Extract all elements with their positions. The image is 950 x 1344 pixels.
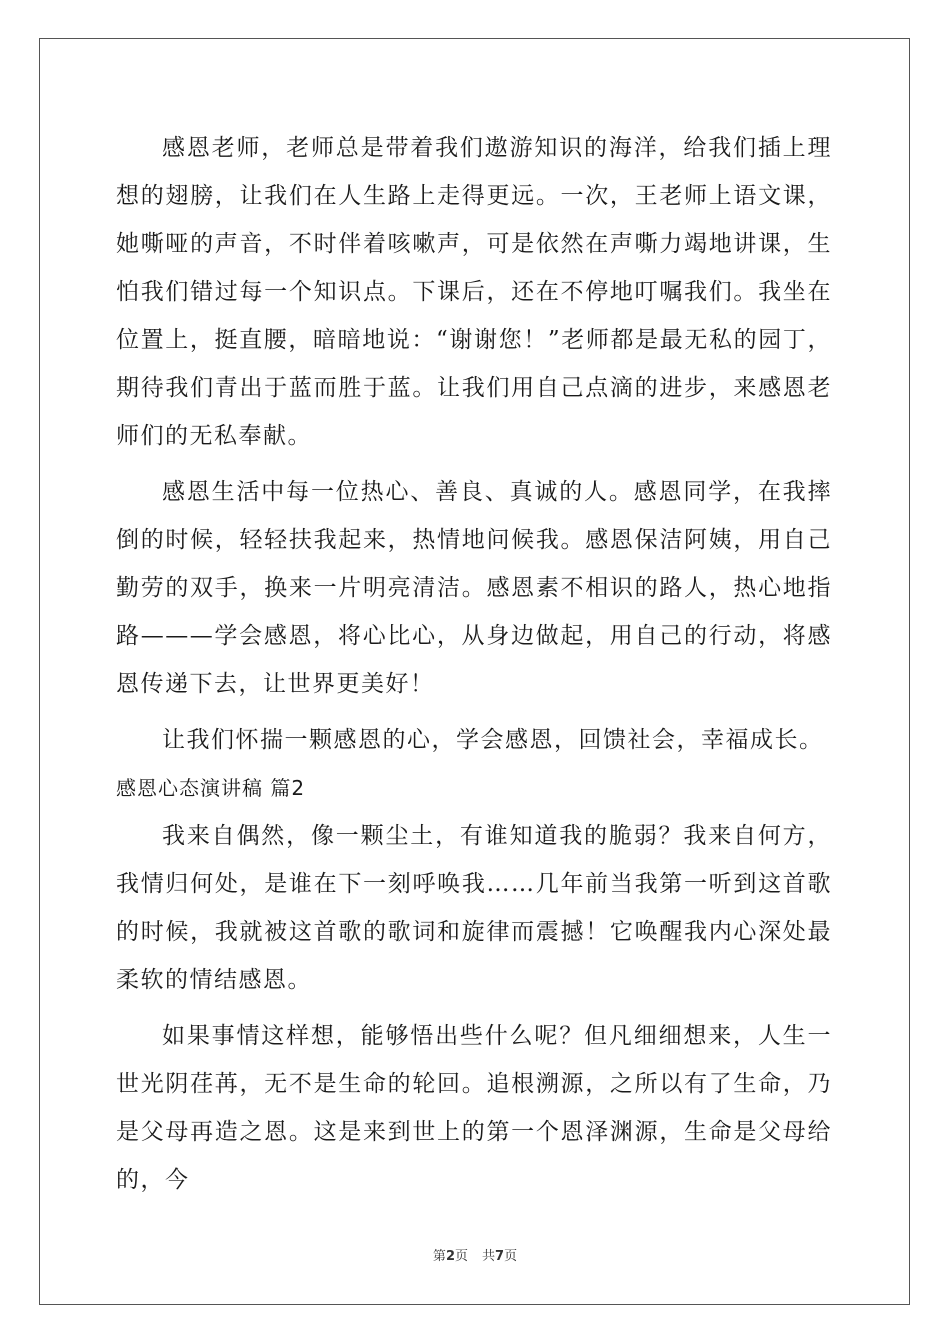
- page-suffix: 页: [454, 1249, 468, 1264]
- total-prefix: 共: [482, 1249, 496, 1264]
- total-suffix: 页: [504, 1249, 518, 1264]
- paragraph-thank-people: 感恩生活中每一位热心、善良、真诚的人。感恩同学，在我摔倒的时候，轻轻扶我起来，热情地问候我。感恩保洁阿姨，用自己勤劳的双手，换来一片明亮清洁。感恩素不相识的路人，热心地指路———学会感恩，将心比心，从身边做起，用自己的行动，将感恩传递下去，让世界更美好！: [116, 479, 832, 697]
- paragraph-closing: 让我们怀揣一颗感恩的心，学会感恩，回馈社会，幸福成长。: [162, 727, 824, 753]
- page-number: 2: [445, 1249, 455, 1264]
- total-pages: 7: [495, 1249, 505, 1264]
- document-body: [116, 124, 832, 1212]
- paragraph-song: 我来自偶然，像一颗尘土，有谁知道我的脆弱？我来自何方，我情归何处，是谁在下一刻呼唤我……几年前当我第一听到这首歌的时候，我就被这首歌的歌词和旋律而震撼！它唤醒我内心深处最柔软的情结感恩。: [116, 823, 832, 993]
- page-prefix: 第: [432, 1249, 446, 1264]
- page-footer: [0, 1245, 950, 1264]
- section-heading: 感恩心态演讲稿 篇2: [116, 776, 306, 800]
- paragraph-parents: 如果事情这样想，能够悟出些什么呢？但凡细细想来，人生一世光阴荏苒，无不是生命的轮回。追根溯源，之所以有了生命，乃是父母再造之恩。这是来到世上的第一个恩泽渊源，生命是父母给的，今: [116, 1023, 832, 1193]
- paragraph-thank-teachers: 感恩老师，老师总是带着我们遨游知识的海洋，给我们插上理想的翅膀，让我们在人生路上走得更远。一次，王老师上语文课，她嘶哑的声音，不时伴着咳嗽声，可是依然在声嘶力竭地讲课，生怕我们错过每一个知识点。下课后，还在不停地叮嘱我们。我坐在位置上，挺直腰，暗暗地说：“谢谢您！”老师都是最无私的园丁，期待我们青出于蓝而胜于蓝。让我们用自己点滴的进步，来感恩老师们的无私奉献。: [116, 135, 832, 449]
